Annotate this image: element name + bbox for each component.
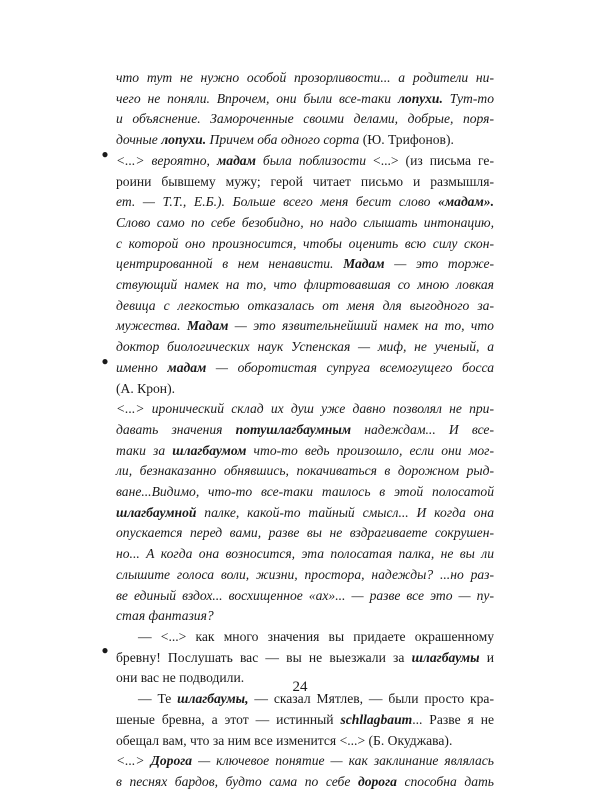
text-line: [116, 461, 494, 482]
text-run: <...> (из письма ге-: [373, 152, 494, 168]
text-line: [116, 172, 494, 193]
text-line: [116, 544, 494, 565]
bullet-icon: ●: [101, 643, 109, 657]
text-run: мужества.: [116, 318, 187, 334]
text-run: лопухи.: [161, 132, 207, 148]
text-run: они вас не подводили.: [116, 670, 245, 686]
text-run: шлагбаумы: [411, 649, 480, 665]
text-line: [116, 731, 494, 752]
text-run: Слово само по себе безобидно, но надо слышать интонацию,: [116, 214, 494, 230]
text-run: была поблизости: [255, 152, 374, 168]
text-run: и объяснение. Замороченные своими делами, добрые, поря-: [116, 111, 494, 127]
text-run: — это язвительнейший намек на то, что: [228, 318, 494, 334]
text-run: доктор биологических наук Успенская — миф, не ученый, а: [116, 339, 494, 355]
text-run: давать значения: [116, 421, 236, 437]
text-run: что-то ведь произошло, если они мог-: [246, 442, 494, 458]
text-run: надеждам... И все-: [351, 421, 494, 437]
text-run: шлагбаумом: [172, 442, 247, 458]
text-run: способна дать: [396, 773, 494, 789]
text-run: мадам: [167, 359, 207, 375]
text-run: в песнях бардов, будто сама по себе: [116, 773, 358, 789]
text-run: обещал вам, что за ним все изменится <...> (Б. Окуджава).: [116, 732, 453, 748]
bullet-icon: ●: [101, 354, 109, 368]
text-run: роини бывшему мужу; герой читает письмо и размышля-: [116, 173, 494, 189]
text-run: <...> вероятно,: [116, 152, 217, 168]
text-run: дорога: [357, 773, 397, 789]
text-run: что тут не нужно особой прозорливости... а родители ни-: [116, 70, 494, 85]
text-run: слышите голоса воли, жизни, простора, надежды? ...но раз-: [116, 566, 494, 582]
text-run: лопухи.: [397, 90, 443, 106]
text-line: [116, 399, 494, 420]
text-run: Тут-то: [442, 90, 494, 106]
text-run: потушлагбаумным: [235, 421, 352, 437]
text-line: [116, 420, 494, 441]
text-line: [116, 586, 494, 607]
text-line: [116, 503, 494, 524]
text-run: ет. — Т.Т., Е.Б.). Больше всего меня бесит слово: [116, 194, 439, 210]
text-line: [116, 627, 494, 648]
text-line: [116, 130, 494, 151]
text-run: палке, какой-то тайный смысл... И когда она: [196, 504, 494, 520]
text-line: [116, 358, 494, 379]
text-line: [116, 565, 494, 586]
page-number: 24: [292, 679, 308, 695]
text-run: — <...> как много значения вы придаете окрашенному: [138, 628, 494, 644]
text-line: [116, 213, 494, 234]
text-line: [116, 772, 494, 793]
text-run: шлагбаумной: [116, 504, 197, 520]
text-run: Причем оба одного сорта: [206, 132, 360, 148]
text-run: Дорога: [150, 753, 193, 769]
text-line: [116, 234, 494, 255]
text-line: [116, 606, 494, 627]
text-run: и: [479, 649, 494, 665]
text-run: schllagbaum: [340, 711, 413, 727]
text-line: [116, 441, 494, 462]
text-line: [116, 379, 494, 400]
text-line: [116, 316, 494, 337]
text-line: [116, 109, 494, 130]
text-line: [116, 151, 494, 172]
text-run: бревну! Послушать вас — вы не выезжали за: [116, 649, 412, 665]
text-line: [116, 254, 494, 275]
text-run: чего не поняли. Впрочем, они были все-таки: [116, 90, 398, 106]
text-run: — ключевое понятие — как заклинание являлась: [192, 753, 494, 769]
text-run: — оборотистая супруга всемогущего босса: [206, 359, 494, 375]
text-run: — сказал Мятлев, — были просто кра-: [248, 691, 494, 707]
text-run: шеные бревна, а этот — истинный: [116, 711, 341, 727]
text-line: [116, 482, 494, 503]
text-run: с которой оно произносится, чтобы оценить всю силу скон-: [116, 235, 494, 251]
text-run: Мадам: [343, 256, 385, 272]
text-line: [116, 192, 494, 213]
text-run: ствующий намек на то, что флиртовавшая со мною ловкая: [116, 277, 494, 293]
text-line: [116, 68, 494, 89]
text-line: [116, 89, 494, 110]
text-line: [116, 296, 494, 317]
text-run: опускается перед вами, разве вы не вздрагиваете сокрушен-: [116, 525, 494, 541]
text-run: мадам: [216, 152, 256, 168]
text-run: но... А когда она возносится, эта полосатая палка, не вы ли: [116, 546, 494, 562]
text-line: [116, 337, 494, 358]
text-run: Мадам: [186, 318, 229, 334]
text-run: ли, безнаказанно обнявшись, покачиваться в дорожном рыд-: [116, 463, 494, 479]
text-run: <...>: [116, 753, 151, 769]
text-run: — это торже-: [384, 256, 495, 272]
text-run: (А. Крон).: [116, 380, 176, 396]
text-line: [116, 275, 494, 296]
text-line: [116, 648, 494, 669]
text-run: шлагбаумы,: [177, 691, 249, 707]
text-run: ване...Видимо, что-то все-таки таилось в этой полосатой: [116, 484, 494, 500]
text-run: ... Разве я не: [412, 711, 494, 727]
text-run: дочные: [116, 132, 162, 148]
text-run: именно: [116, 359, 168, 375]
text-run: — Те: [138, 691, 178, 707]
text-run: (Ю. Трифонов).: [359, 132, 454, 148]
text-run: девица с легкостью отказалась от меня для выгодного за-: [116, 297, 494, 313]
text-run: центрированной в нем ненависти.: [116, 256, 344, 272]
bullet-icon: ●: [101, 147, 109, 161]
text-line: [116, 710, 494, 731]
text-run: таки за: [116, 442, 173, 458]
text-run: «мадам».: [438, 194, 494, 210]
text-run: ве единый вздох... восхищенное «ах»... — разве все это — пу-: [116, 587, 494, 603]
text-line: [116, 523, 494, 544]
text-run: стая фантазия?: [116, 608, 214, 624]
text-run: <...> иронический склад их душ уже давно позволял не при-: [116, 401, 494, 417]
text-line: [116, 751, 494, 772]
